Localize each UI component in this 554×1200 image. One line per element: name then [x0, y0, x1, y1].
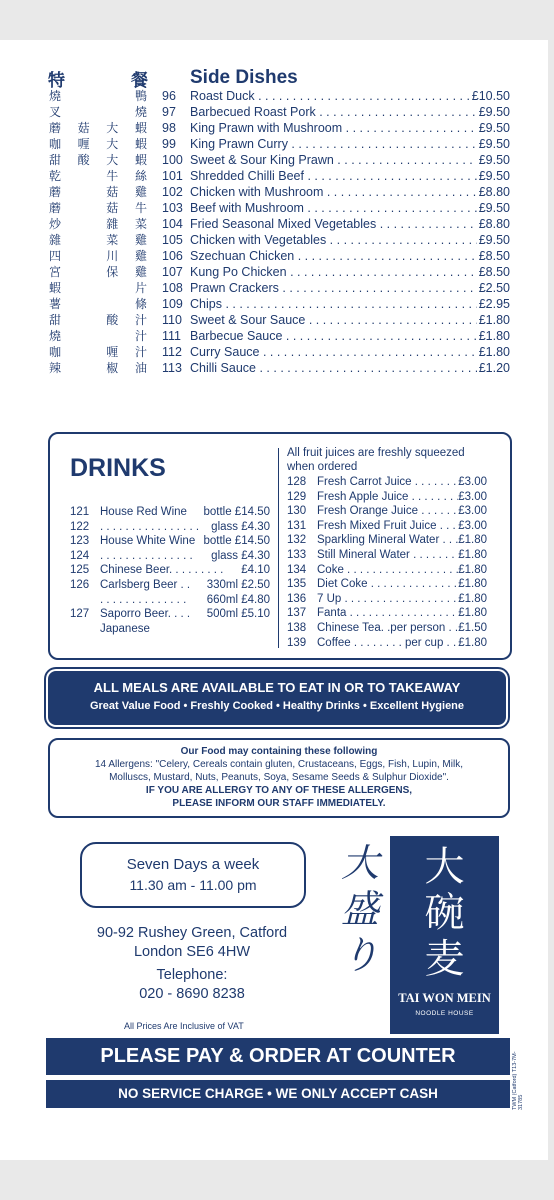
- side-dish-num: 105: [162, 233, 183, 247]
- logo-char: 大: [424, 844, 465, 890]
- logo-char: 碗: [424, 890, 465, 936]
- side-dish-row: [162, 360, 510, 376]
- side-dish-num: 99: [162, 137, 176, 151]
- side-dish-price: £1.80: [478, 313, 510, 327]
- drink-num: 122: [70, 520, 90, 533]
- drink-right: 660ml £4.80: [206, 593, 270, 606]
- cjk-char: 蘑: [48, 201, 61, 215]
- cjk-char: 甜: [48, 153, 61, 167]
- meals-banner: [48, 671, 506, 725]
- cjk-char: 喱: [106, 345, 119, 359]
- allergen-heading: Our Food may containing these following: [180, 746, 378, 757]
- cjk-char: 咖: [48, 345, 61, 359]
- side-dish-num: 106: [162, 249, 183, 263]
- drink-num: 133: [287, 548, 307, 561]
- cjk-char: 大: [106, 153, 119, 167]
- drink-name: Japanese: [100, 622, 150, 635]
- drink-name: Fresh Mixed Fruit Juice . . .: [317, 519, 458, 534]
- drink-price: £1.80: [458, 578, 487, 591]
- cash-only-banner: NO SERVICE CHARGE • WE ONLY ACCEPT CASH: [46, 1080, 510, 1108]
- cjk-char: 雜: [106, 217, 119, 231]
- drink-row: [287, 533, 487, 548]
- cjk-row: [48, 184, 148, 200]
- cjk-row: [48, 328, 148, 344]
- side-dishes-section: [162, 68, 510, 376]
- cjk-char: [77, 360, 91, 376]
- cjk-char: 雞: [134, 233, 147, 247]
- side-dish-name: Barbecue Sauce . . .: [190, 328, 477, 344]
- drink-row: [287, 475, 487, 490]
- calligraphy-text: [340, 840, 380, 978]
- drink-price: £1.50: [458, 621, 487, 634]
- drink-num: 139: [287, 636, 307, 649]
- side-dish-price: £9.50: [478, 233, 510, 247]
- drink-price: £3.00: [458, 519, 487, 532]
- drink-name: Chinese Tea. .per person . . .: [317, 621, 458, 636]
- drink-row: [287, 592, 487, 607]
- side-dish-num: 103: [162, 201, 183, 215]
- side-dish-name: Sweet & Sour King Prawn . . .: [190, 152, 477, 168]
- cjk-char: 喱: [77, 137, 90, 151]
- side-dish-row: [162, 216, 510, 232]
- drink-name: Fanta . . .: [317, 606, 458, 621]
- drink-name: Sparkling Mineral Water . . .: [317, 533, 458, 548]
- print-code: TWM (Catford) T13-7M-31785: [512, 1051, 524, 1110]
- logo-char: 麦: [424, 936, 465, 982]
- side-dish-price: £2.95: [478, 297, 510, 311]
- drink-num: 137: [287, 607, 307, 620]
- logo-chars: [390, 844, 499, 982]
- drinks-right-list: [287, 475, 487, 650]
- side-dish-row: [162, 168, 510, 184]
- drink-name: Carlsberg Beer . .: [100, 578, 191, 591]
- drink-row: [287, 636, 487, 651]
- side-dish-price: £1.80: [478, 329, 510, 343]
- side-dish-name: Chips . . .: [190, 296, 477, 312]
- drink-price: £1.80: [458, 607, 487, 620]
- cjk-char: 汁: [134, 345, 147, 359]
- side-dish-num: 97: [162, 105, 176, 119]
- meals-banner-line2: Great Value Food • Freshly Cooked • Healthy Drinks • Excellent Hygiene: [89, 700, 465, 712]
- cjk-char: 燒: [48, 89, 61, 103]
- side-dish-num: 100: [162, 153, 183, 167]
- allergen-box: [48, 738, 510, 818]
- drink-num: 123: [70, 535, 90, 548]
- cjk-char: 油: [134, 361, 147, 375]
- cjk-row: [48, 280, 148, 296]
- drinks-right-column: [287, 446, 487, 650]
- address-line2: London SE6 4HW: [133, 944, 251, 960]
- drink-num: 138: [287, 621, 307, 634]
- cjk-char: [77, 296, 91, 312]
- cjk-char: 牛: [134, 201, 147, 215]
- cjk-char: 雞: [134, 265, 147, 279]
- cjk-char: 菇: [106, 185, 119, 199]
- drink-price: £1.80: [458, 534, 487, 547]
- drink-name: House Red Wine: [100, 506, 187, 518]
- drink-row: [287, 519, 487, 534]
- drink-num: 132: [287, 534, 307, 547]
- drink-row: [70, 563, 270, 578]
- cjk-row: [48, 152, 148, 168]
- cjk-char: 菇: [106, 201, 119, 215]
- side-dish-num: 102: [162, 185, 183, 199]
- telephone: [72, 966, 312, 1004]
- cjk-char: 汁: [134, 313, 147, 327]
- drink-num: 135: [287, 578, 307, 591]
- drink-row: [70, 578, 270, 593]
- drink-num: 134: [287, 563, 307, 576]
- cjk-char: 條: [134, 297, 147, 311]
- side-dish-name: Roast Duck . . .: [190, 88, 470, 104]
- cjk-char: 薯: [48, 297, 61, 311]
- opening-time: 11.30 am - 11.00 pm: [129, 877, 257, 893]
- opening-hours-box: [80, 842, 306, 908]
- drink-row: [70, 505, 270, 520]
- cjk-row: [48, 248, 148, 264]
- logo-subtitle: NOODLE HOUSE: [415, 1010, 474, 1017]
- side-dish-row: [162, 296, 510, 312]
- drink-name: Coke . . .: [317, 563, 458, 578]
- cjk-char: [77, 184, 91, 200]
- logo-name: TAI WON MEIN: [398, 991, 491, 1005]
- cjk-row: [48, 312, 148, 328]
- cjk-row: [48, 360, 148, 376]
- cjk-char: 汁: [134, 329, 147, 343]
- drink-price: £3.00: [458, 490, 487, 503]
- cjk-char: 絲: [134, 169, 147, 183]
- cjk-char: 菜: [134, 217, 147, 231]
- side-dish-price: £9.50: [478, 105, 510, 119]
- side-dish-row: [162, 328, 510, 344]
- side-dish-price: £8.50: [478, 265, 510, 279]
- drinks-divider: [278, 448, 279, 648]
- drink-row: [287, 606, 487, 621]
- drink-name: Still Mineral Water . . .: [317, 548, 458, 563]
- cjk-char: [77, 344, 91, 360]
- cjk-char: 燒: [48, 329, 61, 343]
- cjk-char: 蝦: [134, 137, 147, 151]
- cjk-char: [105, 104, 119, 120]
- side-dish-name: Chicken with Mushroom . . .: [190, 184, 477, 200]
- cjk-heading-char: 餐: [131, 71, 148, 91]
- side-dish-num: 108: [162, 281, 183, 295]
- allergen-warning-2: PLEASE INFORM OUR STAFF IMMEDIATELY.: [172, 798, 386, 809]
- vat-note: All Prices Are Inclusive of VAT: [124, 1021, 244, 1031]
- cjk-char: [77, 312, 91, 328]
- drink-row: [70, 607, 270, 622]
- drinks-left-list: [70, 505, 270, 636]
- side-dish-name: Shredded Chilli Beef . . .: [190, 168, 477, 184]
- cjk-char: 菇: [77, 121, 90, 135]
- side-dish-row: [162, 312, 510, 328]
- drink-row: [70, 534, 270, 549]
- drink-row: [70, 622, 270, 637]
- side-dish-row: [162, 248, 510, 264]
- side-dish-name: Curry Sauce . . .: [190, 344, 477, 360]
- drinks-title: DRINKS: [70, 454, 166, 482]
- drink-price: £1.80: [458, 563, 487, 576]
- cjk-char: [105, 296, 119, 312]
- drink-price: £1.80: [458, 592, 487, 605]
- side-dish-name: Chilli Sauce . . .: [190, 360, 477, 376]
- side-dish-price: £1.80: [478, 345, 510, 359]
- cjk-row: [48, 296, 148, 312]
- cjk-char: 椒: [106, 361, 119, 375]
- cjk-row: [48, 344, 148, 360]
- drink-row: [287, 621, 487, 636]
- side-dish-row: [162, 152, 510, 168]
- cjk-char: [77, 264, 91, 280]
- cjk-char: [77, 216, 91, 232]
- calligraphy-char: り: [340, 933, 379, 977]
- side-dish-num: 112: [162, 345, 182, 359]
- side-dish-price: £10.50: [471, 89, 510, 103]
- drink-num: 124: [70, 549, 90, 562]
- cjk-char: 燒: [134, 105, 147, 119]
- drink-row: [287, 577, 487, 592]
- juice-note: All fruit juices are freshly squeezed when ordered: [287, 447, 465, 473]
- cjk-char: 四: [48, 249, 61, 263]
- side-dish-name: Beef with Mushroom . . .: [190, 200, 477, 216]
- side-dish-name: King Prawn Curry . . .: [190, 136, 477, 152]
- cjk-char: [77, 248, 91, 264]
- drink-num: [70, 593, 100, 608]
- cjk-char: [77, 200, 91, 216]
- drink-right: 330ml £2.50: [206, 578, 270, 591]
- cjk-char: [77, 88, 91, 104]
- drink-price: £1.80: [458, 548, 487, 561]
- cjk-char: 牛: [106, 169, 119, 183]
- side-dish-row: [162, 200, 510, 216]
- drink-num: 121: [70, 506, 90, 518]
- meals-banner-line1: ALL MEALS ARE AVAILABLE TO EAT IN OR TO TAKEAWAY: [93, 680, 461, 695]
- cjk-char: 雞: [134, 185, 147, 199]
- drink-name: Saporro Beer. . . .: [100, 608, 191, 621]
- side-dish-price: £9.50: [478, 121, 510, 135]
- side-dish-name: Szechuan Chicken . . .: [190, 248, 477, 264]
- side-dish-row: [162, 184, 510, 200]
- cjk-char: 宮: [48, 265, 61, 279]
- cjk-char: 蝦: [48, 281, 61, 295]
- cjk-char: 雜: [48, 233, 61, 247]
- cjk-char: 酸: [77, 153, 90, 167]
- drink-right: glass £4.30: [211, 520, 270, 533]
- cjk-char: 炒: [48, 217, 61, 231]
- drink-price: £3.00: [458, 505, 487, 518]
- cjk-char: [77, 328, 91, 344]
- cjk-row: [48, 264, 148, 280]
- telephone-number[interactable]: 020 - 8690 8238: [139, 986, 245, 1002]
- cjk-char: 酸: [106, 313, 119, 327]
- drink-num: 127: [70, 608, 90, 621]
- cjk-char: 菜: [106, 233, 119, 247]
- drink-row: [70, 520, 270, 535]
- drink-name: Fresh Carrot Juice . . .: [317, 475, 458, 490]
- cjk-row: [48, 200, 148, 216]
- drink-name: Coffee . . . . . . . . per cup . . .: [317, 636, 458, 651]
- cjk-char: 鴨: [134, 89, 147, 103]
- cjk-char: 叉: [48, 105, 61, 119]
- drink-num: 136: [287, 592, 307, 605]
- drink-num: 125: [70, 564, 90, 577]
- drink-row: [287, 548, 487, 563]
- drink-name: Fresh Orange Juice . . .: [317, 504, 458, 519]
- side-dish-name: Barbecued Roast Pork . . .: [190, 104, 477, 120]
- cjk-row: [48, 120, 148, 136]
- allergen-warning-1: IF YOU ARE ALLERGY TO ANY OF THESE ALLERGENS,: [145, 785, 413, 796]
- cjk-char: 甜: [48, 313, 61, 327]
- drink-name: House White Wine: [100, 535, 196, 548]
- drink-num: 131: [287, 519, 307, 532]
- side-dish-name: Prawn Crackers . . .: [190, 280, 477, 296]
- cjk-row: [48, 216, 148, 232]
- side-dish-price: £9.50: [478, 153, 510, 167]
- cjk-heading-char: 特: [48, 71, 65, 91]
- cjk-row: [48, 136, 148, 152]
- side-dish-price: £1.20: [478, 361, 510, 375]
- side-dish-num: 96: [162, 89, 176, 103]
- calligraphy-char: 盛: [340, 887, 379, 931]
- cjk-char: [77, 104, 91, 120]
- chinese-menu-column: [48, 66, 148, 376]
- cjk-heading: [48, 66, 148, 91]
- cjk-char: 辣: [48, 361, 61, 375]
- cjk-char: 蘑: [48, 121, 61, 135]
- side-dish-num: 111: [162, 329, 182, 343]
- side-dish-row: [162, 120, 510, 136]
- side-dish-num: 101: [162, 169, 183, 183]
- side-dish-price: £9.50: [478, 137, 510, 151]
- drink-num: 129: [287, 490, 307, 503]
- pay-at-counter-banner: PLEASE PAY & ORDER AT COUNTER: [46, 1038, 510, 1075]
- cjk-row: [48, 104, 148, 120]
- drink-name: Fresh Apple Juice . . .: [317, 490, 458, 505]
- drink-row: [70, 549, 270, 564]
- drink-name: 7 Up . . .: [317, 592, 458, 607]
- side-dish-price: £8.50: [478, 249, 510, 263]
- side-dish-row: [162, 344, 510, 360]
- side-dish-name: Sweet & Sour Sauce . . .: [190, 312, 477, 328]
- cjk-char: [105, 88, 119, 104]
- cjk-char: [105, 280, 119, 296]
- side-dish-price: £9.50: [478, 201, 510, 215]
- drink-row: [287, 490, 487, 505]
- side-dish-row: [162, 104, 510, 120]
- drink-right: bottle £14.50: [203, 506, 270, 518]
- cjk-char: [77, 232, 91, 248]
- side-dish-num: 104: [162, 217, 183, 231]
- drink-num: [70, 622, 100, 637]
- cjk-char: 保: [106, 265, 119, 279]
- cjk-char: 乾: [48, 169, 61, 183]
- side-dish-num: 109: [162, 297, 183, 311]
- cjk-char: [77, 280, 91, 296]
- cjk-char: 雞: [134, 249, 147, 263]
- drink-name: . . . . . . . . . . . . . . . .: [100, 520, 200, 533]
- cjk-char: [105, 328, 119, 344]
- cjk-char: 片: [134, 281, 147, 295]
- side-dish-num: 98: [162, 121, 176, 135]
- side-dish-row: [162, 280, 510, 296]
- side-dish-name: Kung Po Chicken . . .: [190, 264, 477, 280]
- side-dish-price: £8.80: [478, 217, 510, 231]
- calligraphy-char: 大: [340, 841, 379, 885]
- cjk-char: 蝦: [134, 153, 147, 167]
- drink-row: [70, 593, 270, 608]
- address: [72, 924, 312, 962]
- side-dishes-list: [162, 88, 510, 376]
- side-dish-row: [162, 232, 510, 248]
- drink-num: 126: [70, 578, 90, 591]
- cjk-char: 蝦: [134, 121, 147, 135]
- address-line1: 90-92 Rushey Green, Catford: [96, 925, 288, 941]
- cjk-char: 咖: [48, 137, 61, 151]
- drink-price: £3.00: [458, 476, 487, 488]
- cjk-char: 蘑: [48, 185, 61, 199]
- side-dish-row: [162, 136, 510, 152]
- drink-right: glass £4.30: [211, 549, 270, 562]
- cjk-char: 川: [106, 249, 119, 263]
- side-dish-num: 110: [162, 313, 182, 327]
- cjk-row: [48, 168, 148, 184]
- telephone-label: Telephone:: [156, 967, 228, 983]
- side-dish-price: £9.50: [478, 169, 510, 183]
- side-dish-num: 107: [162, 265, 183, 279]
- cjk-row: [48, 232, 148, 248]
- drink-price: £1.80: [458, 636, 487, 649]
- drink-num: 130: [287, 505, 307, 518]
- side-dish-num: 113: [162, 361, 182, 375]
- side-dish-name: King Prawn with Mushroom . . .: [190, 120, 477, 136]
- restaurant-logo: [390, 836, 499, 1034]
- cjk-char: 大: [106, 137, 119, 151]
- drink-name: . . . . . . . . . . . . . .: [100, 593, 187, 606]
- side-dishes-title: Side Dishes: [190, 67, 298, 88]
- side-dish-name: Chicken with Vegetables . . .: [190, 232, 477, 248]
- side-dish-price: £8.80: [478, 185, 510, 199]
- cjk-char: [77, 168, 91, 184]
- drink-name: Chinese Beer. . . . . . . . .: [100, 564, 224, 577]
- side-dish-name: Fried Seasonal Mixed Vegetables . . .: [190, 216, 477, 232]
- drink-right: 500ml £5.10: [206, 608, 270, 621]
- side-dish-row: [162, 88, 510, 104]
- drink-row: [287, 504, 487, 519]
- drink-row: [287, 563, 487, 578]
- drink-name: Diet Coke . . .: [317, 577, 458, 592]
- cjk-char: 大: [106, 121, 119, 135]
- drink-right: £4.10: [241, 564, 270, 577]
- side-dish-row: [162, 264, 510, 280]
- drinks-box: [48, 432, 512, 660]
- opening-days: Seven Days a week: [126, 856, 260, 873]
- drink-right: bottle £14.50: [203, 535, 270, 548]
- allergen-list: 14 Allergens: "Celery, Cereals contain gluten, Crustaceans, Eggs, Fish, Lupin, Milk, Molluscs, Mustard, Nuts, Peanuts, Soya, Sesame Seeds & Sulphur Dioxide".: [95, 759, 463, 783]
- drink-name: . . . . . . . . . . . . . . .: [100, 549, 193, 562]
- drink-num: 128: [287, 476, 307, 488]
- side-dish-price: £2.50: [478, 281, 510, 295]
